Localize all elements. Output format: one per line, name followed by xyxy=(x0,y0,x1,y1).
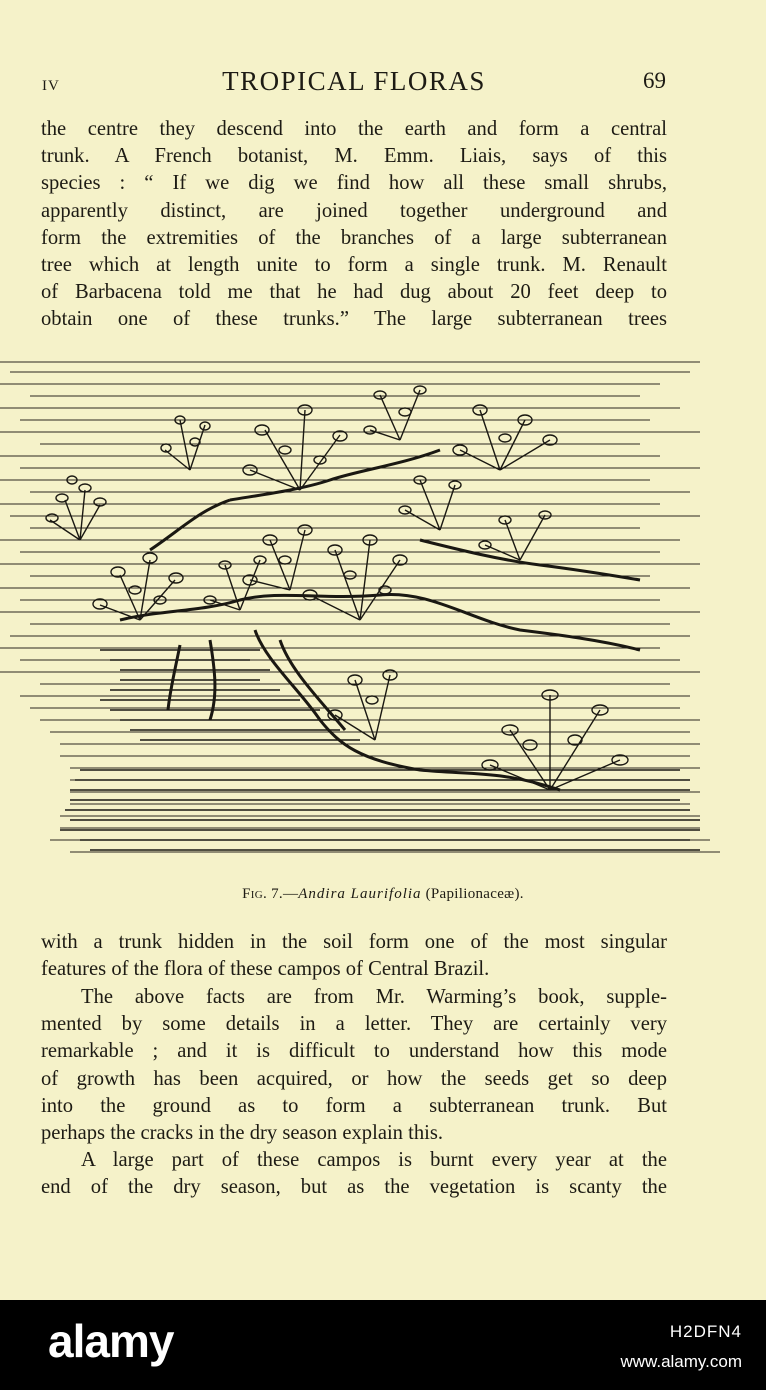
text-line: perhaps the cracks in the dry season explain this. xyxy=(41,1122,444,1145)
shrub xyxy=(303,535,407,620)
ground-hatching xyxy=(0,362,720,852)
text-line: obtain one of these trunks.” The large subterranean trees xyxy=(41,308,667,331)
subterranean-trunk xyxy=(120,450,640,790)
text-line: remarkable ; and it is difficult to understand how this mode xyxy=(41,1040,667,1063)
figure-caption xyxy=(0,886,766,903)
shrub xyxy=(161,416,210,470)
second-paragraph xyxy=(41,984,667,1147)
figure-engraving xyxy=(0,350,730,870)
running-title: TROPICAL FLORAS xyxy=(222,66,486,96)
text-line: with a trunk hidden in the soil form one of the most singular xyxy=(41,931,667,953)
shrub xyxy=(46,476,106,540)
image-id: H2DFN4 xyxy=(669,1322,742,1341)
shrub xyxy=(243,405,347,490)
shrub xyxy=(243,525,312,590)
text-line: form the extremities of the branches of a large subterranean xyxy=(41,226,667,249)
text-line: of growth has been acquired, or how the seeds get so deep xyxy=(41,1067,667,1090)
source-url: www.alamy.com xyxy=(620,1352,742,1371)
text-line: of Barbacena told me that he had dug about 20 feet deep to xyxy=(41,281,667,304)
text-line: A large part of these campos is burnt every year at the xyxy=(81,1149,667,1171)
shrub xyxy=(453,405,557,470)
page-number: 69 xyxy=(643,68,666,93)
shrub xyxy=(93,553,183,620)
continuation-paragraph xyxy=(41,929,667,983)
text-line: trunk. A French botanist, M. Emm. Liais, says of this xyxy=(41,145,667,168)
brand-logo: alamy xyxy=(48,1315,174,1367)
text-line: apparently distinct, are joined together underground and xyxy=(41,199,667,222)
shrub xyxy=(479,511,551,560)
chapter-number: IV xyxy=(42,78,60,94)
species-name: Andira Laurifolia xyxy=(298,886,422,902)
top-paragraph xyxy=(41,116,667,334)
family-name: (Papilionaceæ). xyxy=(421,886,524,902)
text-line: species : “ If we dig we find how all these small shrubs, xyxy=(41,172,667,195)
figure-label: Fig. 7.— xyxy=(242,886,299,902)
text-line: The above facts are from Mr. Warming’s book, supple- xyxy=(81,986,667,1008)
text-line: into the ground as to form a subterranean trunk. But xyxy=(41,1094,667,1117)
text-line: features of the flora of these campos of Central Brazil. xyxy=(41,958,490,981)
text-line: tree which at length unite to form a single trunk. M. Renault xyxy=(41,254,667,277)
shrub xyxy=(399,476,461,530)
running-header xyxy=(42,66,666,102)
third-paragraph xyxy=(41,1147,667,1201)
text-line: mented by some details in a letter. They are certainly very xyxy=(41,1013,667,1036)
text-line: the centre they descend into the earth and form a central xyxy=(41,118,667,140)
text-line: end of the dry season, but as the vegetation is scanty the xyxy=(41,1176,667,1199)
watermark-banner xyxy=(0,1300,766,1390)
shadow-hatching xyxy=(60,650,700,850)
